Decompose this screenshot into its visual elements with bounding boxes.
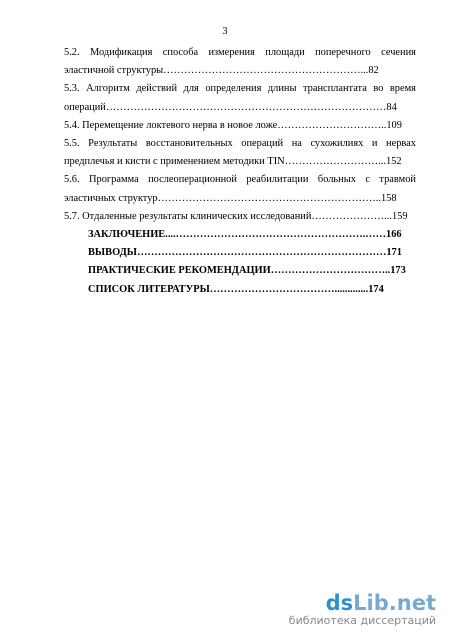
toc-word: 5.5. — [64, 138, 80, 150]
toc-word: длины — [267, 83, 297, 95]
toc-entry-5-6[interactable] — [64, 171, 416, 207]
toc-word: послеоперационной — [148, 174, 237, 186]
toc-entry-5-2-line2: эластичной структуры…………………………………………………...82 — [64, 65, 379, 77]
toc-word: восстановительных — [145, 138, 233, 150]
toc-entry-findings[interactable]: ВЫВОДЫ………………………………………………………………171 — [88, 247, 402, 259]
toc-word: Результаты — [88, 138, 138, 150]
toc-word: сухожилиях — [310, 138, 364, 150]
toc-entry-5-3-line2: операций………………………………………………………………………84 — [64, 101, 397, 113]
toc-word: 5.6. — [64, 174, 80, 186]
toc-entry-5-6-line2: эластичных структур………………………………………………………..158 — [64, 192, 397, 204]
toc-entry-5-5-line1 — [64, 135, 416, 153]
toc-entry-5-6-line1 — [64, 171, 416, 189]
toc-word: 5.2. — [64, 47, 80, 58]
toc-word: больных — [317, 174, 356, 186]
toc-word: Модификация — [89, 47, 153, 58]
watermark-logo-ds: ds — [325, 591, 354, 615]
watermark-logo-lib: Lib.net — [353, 591, 436, 615]
toc-entry-5-3[interactable] — [64, 80, 416, 116]
toc-word: операций — [241, 138, 284, 150]
toc-entry-5-3-line1 — [64, 80, 416, 98]
toc-word: 5.3. — [64, 83, 80, 95]
toc-word: во — [373, 83, 384, 95]
toc-word: с — [365, 174, 370, 186]
toc-entry-references[interactable]: СПИСОК ЛИТЕРАТУРЫ……………………………….............174 — [88, 283, 384, 295]
toc-word: Алгоритм — [86, 83, 130, 95]
toc-word: время — [389, 83, 416, 95]
watermark-subtitle: библиотека диссертаций — [288, 614, 436, 627]
toc-entry-conclusion[interactable]: ЗАКЛЮЧЕНИЕ....……………………………………………….……166 — [88, 229, 402, 241]
toc-entry-5-2-line1 — [64, 44, 416, 62]
toc-word: измерения — [208, 47, 255, 58]
toc-word: определения — [205, 83, 262, 95]
page-number: 3 — [222, 26, 228, 37]
watermark-logo — [289, 592, 436, 614]
toc-entry-5-5-line2: предплечья и кисти с применением методики TIN………………………...152 — [64, 156, 402, 168]
table-of-contents — [64, 44, 416, 299]
toc-word: на — [291, 138, 302, 150]
toc-word: травмой — [379, 174, 416, 186]
toc-entry-5-5[interactable] — [64, 135, 416, 171]
toc-word: реабилитации — [246, 174, 309, 186]
toc-word: Программа — [89, 174, 139, 186]
toc-word: сечения — [381, 47, 416, 58]
toc-word: трансплантата — [302, 83, 367, 95]
toc-word: и — [371, 138, 378, 150]
toc-word: площади — [265, 47, 305, 58]
toc-word: действий — [136, 83, 178, 95]
toc-word: нервах — [386, 138, 416, 150]
toc-entry-5-7[interactable]: 5.7. Отдаленные результаты клинических исследований…………………...159 — [64, 210, 408, 222]
toc-entry-5-2[interactable] — [64, 44, 416, 80]
watermark — [289, 592, 436, 627]
toc-word: для — [183, 83, 199, 95]
toc-entry-recommendations[interactable]: ПРАКТИЧЕСКИЕ РЕКОМЕНДАЦИИ……………………………..173 — [88, 265, 406, 277]
toc-word: способа — [162, 47, 199, 58]
toc-word: поперечного — [315, 47, 371, 58]
toc-entry-5-4[interactable]: 5.4. Перемещение локтевого нерва в новое ложе…………………………..109 — [64, 119, 402, 131]
